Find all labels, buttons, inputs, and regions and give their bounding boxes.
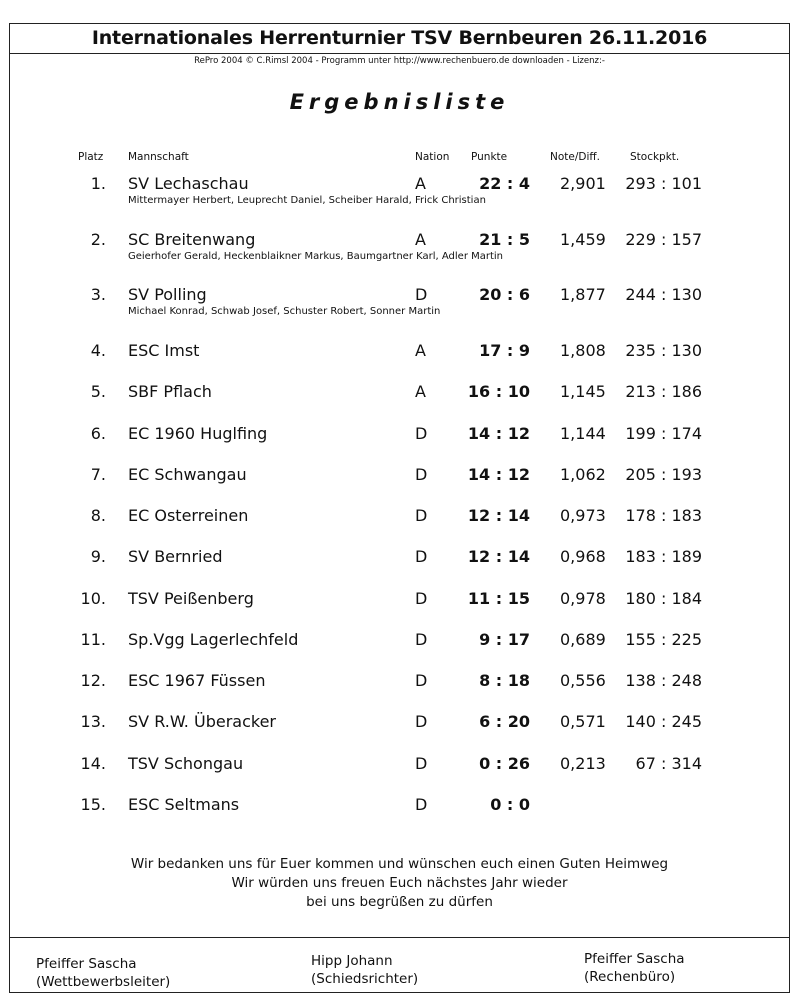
note-diff: 1,145: [560, 382, 606, 401]
closing-line: Wir würden uns freuen Euch nächstes Jahr wieder: [231, 875, 568, 891]
points: 14 : 12: [467, 424, 530, 443]
points: 16 : 10: [467, 382, 530, 401]
team-players: Geierhofer Gerald, Heckenblaikner Markus, Baumgartner Karl, Adler Martin: [128, 251, 504, 262]
points: 17 : 9: [479, 341, 530, 360]
nation: D: [415, 547, 428, 566]
table-row: [0, 424, 800, 454]
rank: 10.: [80, 589, 106, 608]
rank: 11.: [80, 630, 106, 649]
table-row: [0, 230, 800, 260]
note-diff: 1,459: [560, 230, 606, 249]
nation: D: [415, 671, 428, 690]
nation: D: [415, 465, 428, 484]
table-row: [0, 465, 800, 495]
nation: A: [415, 230, 426, 249]
team-name: TSV Peißenberg: [128, 589, 254, 608]
nation: A: [415, 341, 426, 360]
table-row: [0, 382, 800, 412]
signature-name: Pfeiffer Sascha: [584, 951, 685, 967]
signature-role: (Rechenbüro): [584, 969, 676, 985]
table-row: [0, 174, 800, 204]
team-name: TSV Schongau: [128, 754, 244, 773]
note-diff: 1,144: [560, 424, 606, 443]
col-punkte: Punkte: [471, 151, 508, 163]
nation: A: [415, 382, 426, 401]
note-diff: 2,901: [560, 174, 606, 193]
stock-points: 229 : 157: [625, 230, 702, 249]
col-note: Note/Diff.: [550, 151, 600, 163]
stock-points: 140 : 245: [625, 712, 702, 731]
note-diff: 1,062: [560, 465, 606, 484]
rank: 12.: [80, 671, 106, 690]
footer-divider: [9, 937, 790, 938]
closing-line: Wir bedanken uns für Euer kommen und wünschen euch einen Guten Heimweg: [130, 856, 669, 872]
team-players: Mittermayer Herbert, Leuprecht Daniel, Scheiber Harald, Frick Christian: [128, 195, 486, 206]
note-diff: 0,571: [560, 712, 606, 731]
points: 6 : 20: [479, 712, 530, 731]
points: 0 : 0: [490, 795, 530, 814]
nation: A: [415, 174, 426, 193]
team-name: EC Schwangau: [128, 465, 247, 484]
program-credit: RePro 2004 © C.Rimsl 2004 - Programm unter http://www.rechenbuero.de downloaden - Lizenz:-: [194, 56, 605, 66]
points: 0 : 26: [479, 754, 530, 773]
stock-points: 138 : 248: [625, 671, 702, 690]
rank: 2.: [90, 230, 106, 249]
team-name: EC Osterreinen: [128, 506, 249, 525]
team-name: SV R.W. Überacker: [128, 712, 276, 731]
team-name: SV Polling: [128, 285, 207, 304]
note-diff: 0,978: [560, 589, 606, 608]
signature-role: (Wettbewerbsleiter): [36, 974, 171, 990]
table-row: [0, 547, 800, 577]
signature-name: Hipp Johann: [311, 953, 393, 969]
team-name: EC 1960 Huglfing: [128, 424, 268, 443]
table-row: [0, 630, 800, 660]
signature-name: Pfeiffer Sascha: [36, 956, 137, 972]
table-row: [0, 712, 800, 742]
rank: 9.: [90, 547, 106, 566]
table-row: [0, 671, 800, 701]
team-name: SV Lechaschau: [128, 174, 249, 193]
table-row: [0, 795, 800, 825]
points: 22 : 4: [479, 174, 530, 193]
col-stock: Stockpkt.: [630, 151, 680, 163]
nation: D: [415, 754, 428, 773]
stock-points: 205 : 193: [625, 465, 702, 484]
title-divider: [9, 53, 790, 54]
stock-points: 183 : 189: [625, 547, 702, 566]
rank: 7.: [90, 465, 106, 484]
rank: 6.: [90, 424, 106, 443]
rank: 3.: [90, 285, 106, 304]
nation: D: [415, 285, 428, 304]
team-players: Michael Konrad, Schwab Josef, Schuster Robert, Sonner Martin: [128, 306, 441, 317]
stock-points: 155 : 225: [625, 630, 702, 649]
table-row: [0, 754, 800, 784]
note-diff: 0,213: [560, 754, 606, 773]
table-row: [0, 589, 800, 619]
note-diff: 1,877: [560, 285, 606, 304]
team-name: Sp.Vgg Lagerlechfeld: [128, 630, 299, 649]
points: 20 : 6: [479, 285, 530, 304]
points: 8 : 18: [479, 671, 530, 690]
team-name: SV Bernried: [128, 547, 223, 566]
rank: 8.: [90, 506, 106, 525]
note-diff: 0,556: [560, 671, 606, 690]
team-name: SC Breitenwang: [128, 230, 256, 249]
rank: 14.: [80, 754, 106, 773]
signature-role: (Schiedsrichter): [311, 971, 419, 987]
team-name: ESC Imst: [128, 341, 200, 360]
nation: D: [415, 506, 428, 525]
rank: 4.: [90, 341, 106, 360]
stock-points: 213 : 186: [625, 382, 702, 401]
col-nation: Nation: [415, 151, 450, 163]
signature-computing-office: [584, 950, 685, 986]
rank: 1.: [90, 174, 106, 193]
stock-points: 235 : 130: [625, 341, 702, 360]
note-diff: 1,808: [560, 341, 606, 360]
rank: 5.: [90, 382, 106, 401]
table-row: [0, 285, 800, 315]
points: 21 : 5: [479, 230, 530, 249]
stock-points: 293 : 101: [625, 174, 702, 193]
col-platz: Platz: [78, 151, 104, 163]
page-title: Internationales Herrenturnier TSV Bernbeuren 26.11.2016: [91, 27, 708, 49]
stock-points: 244 : 130: [625, 285, 702, 304]
signature-competition-leader: [36, 955, 170, 991]
stock-points: 178 : 183: [625, 506, 702, 525]
rank: 13.: [80, 712, 106, 731]
nation: D: [415, 712, 428, 731]
stock-points: 180 : 184: [625, 589, 702, 608]
rank: 15.: [80, 795, 106, 814]
points: 12 : 14: [467, 547, 530, 566]
team-name: SBF Pflach: [128, 382, 212, 401]
stock-points: 199 : 174: [625, 424, 702, 443]
team-name: ESC Seltmans: [128, 795, 240, 814]
nation: D: [415, 424, 428, 443]
nation: D: [415, 630, 428, 649]
note-diff: 0,968: [560, 547, 606, 566]
nation: D: [415, 589, 428, 608]
points: 11 : 15: [467, 589, 530, 608]
closing-message: [9, 855, 790, 912]
note-diff: 0,689: [560, 630, 606, 649]
table-row: [0, 506, 800, 536]
nation: D: [415, 795, 428, 814]
results-heading: Ergebnisliste: [289, 90, 510, 114]
signature-referee: [311, 952, 418, 988]
stock-points: 67 : 314: [635, 754, 702, 773]
closing-line: bei uns begrüßen zu dürfen: [306, 894, 493, 910]
points: 12 : 14: [467, 506, 530, 525]
points: 9 : 17: [479, 630, 530, 649]
table-row: [0, 341, 800, 371]
team-name: ESC 1967 Füssen: [128, 671, 266, 690]
points: 14 : 12: [467, 465, 530, 484]
col-mannschaft: Mannschaft: [128, 151, 189, 163]
note-diff: 0,973: [560, 506, 606, 525]
